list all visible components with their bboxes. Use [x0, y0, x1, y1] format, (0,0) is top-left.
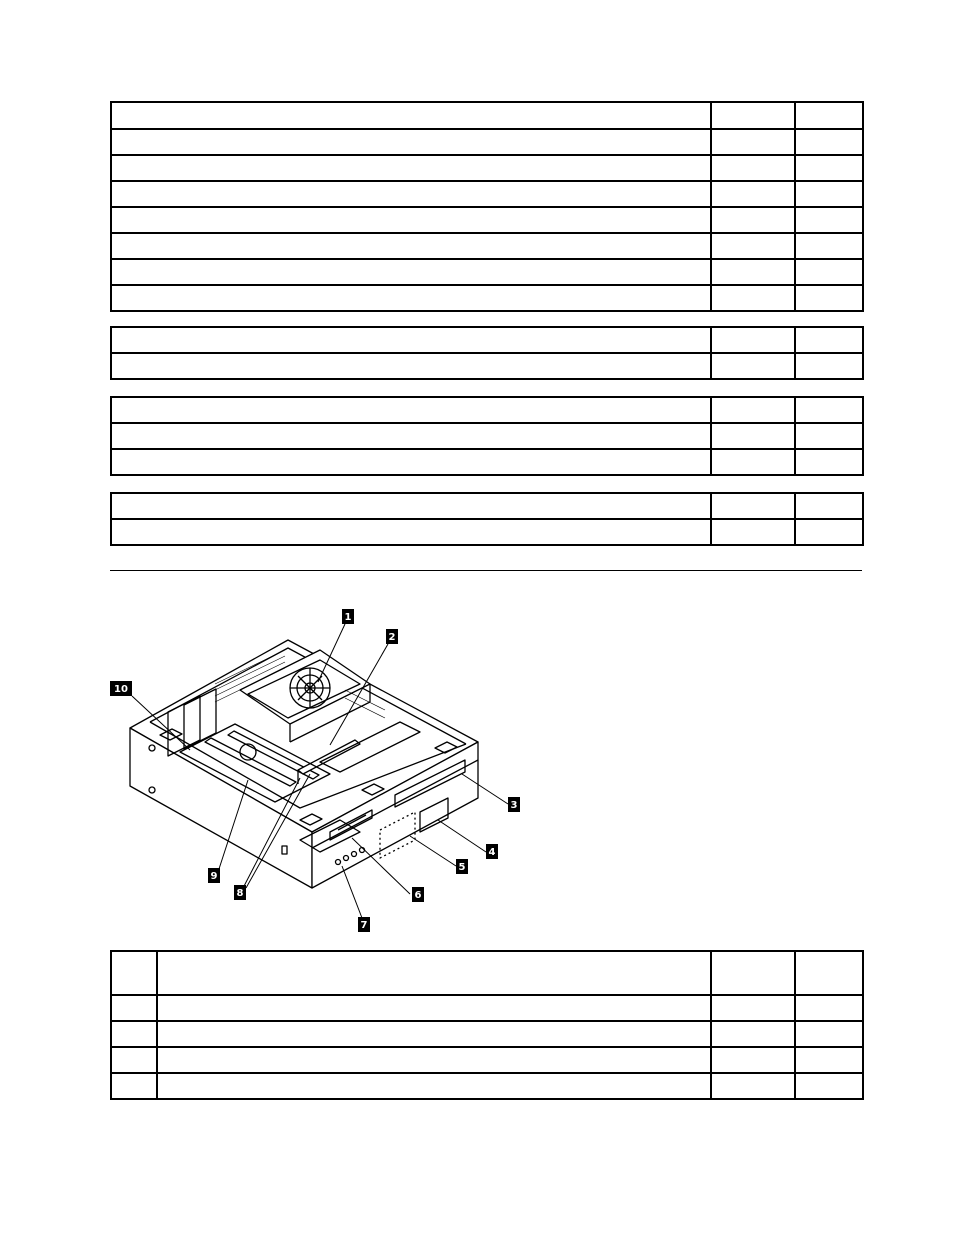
svg-text:10: 10 — [114, 684, 128, 695]
svg-text:3: 3 — [510, 800, 518, 811]
callout-9 — [208, 868, 220, 883]
callout-3 — [508, 797, 520, 812]
table-cell — [711, 951, 795, 995]
table-cell — [795, 1021, 863, 1047]
svg-text:8: 8 — [236, 888, 244, 899]
svg-text:7: 7 — [360, 920, 368, 931]
callout-10 — [110, 681, 132, 696]
table-cell — [795, 995, 863, 1021]
table-cell — [711, 1021, 795, 1047]
table-cell — [111, 1073, 157, 1099]
table-cell — [111, 995, 157, 1021]
parts-table-5 — [110, 950, 864, 1100]
table-cell — [157, 1047, 711, 1073]
table-cell — [111, 1047, 157, 1073]
table-cell — [157, 951, 711, 995]
callout-8 — [234, 885, 246, 900]
callout-7 — [358, 917, 370, 932]
table-cell — [711, 1073, 795, 1099]
svg-text:1: 1 — [344, 612, 352, 623]
table-cell — [111, 1021, 157, 1047]
table-cell — [157, 1021, 711, 1047]
table-cell — [795, 951, 863, 995]
table-cell — [795, 1073, 863, 1099]
table-cell — [711, 1047, 795, 1073]
table-cell — [111, 951, 157, 995]
svg-text:6: 6 — [414, 890, 422, 901]
table-cell — [157, 995, 711, 1021]
table-cell — [157, 1073, 711, 1099]
table-cell — [711, 995, 795, 1021]
svg-text:9: 9 — [210, 871, 218, 882]
svg-text:5: 5 — [458, 862, 466, 873]
svg-text:2: 2 — [388, 632, 396, 643]
callout-4 — [486, 844, 498, 859]
callout-2 — [386, 629, 398, 644]
table-cell — [795, 1047, 863, 1073]
svg-text:4: 4 — [488, 847, 496, 858]
callout-5 — [456, 859, 468, 874]
callout-6 — [412, 887, 424, 902]
callout-1 — [342, 609, 354, 624]
